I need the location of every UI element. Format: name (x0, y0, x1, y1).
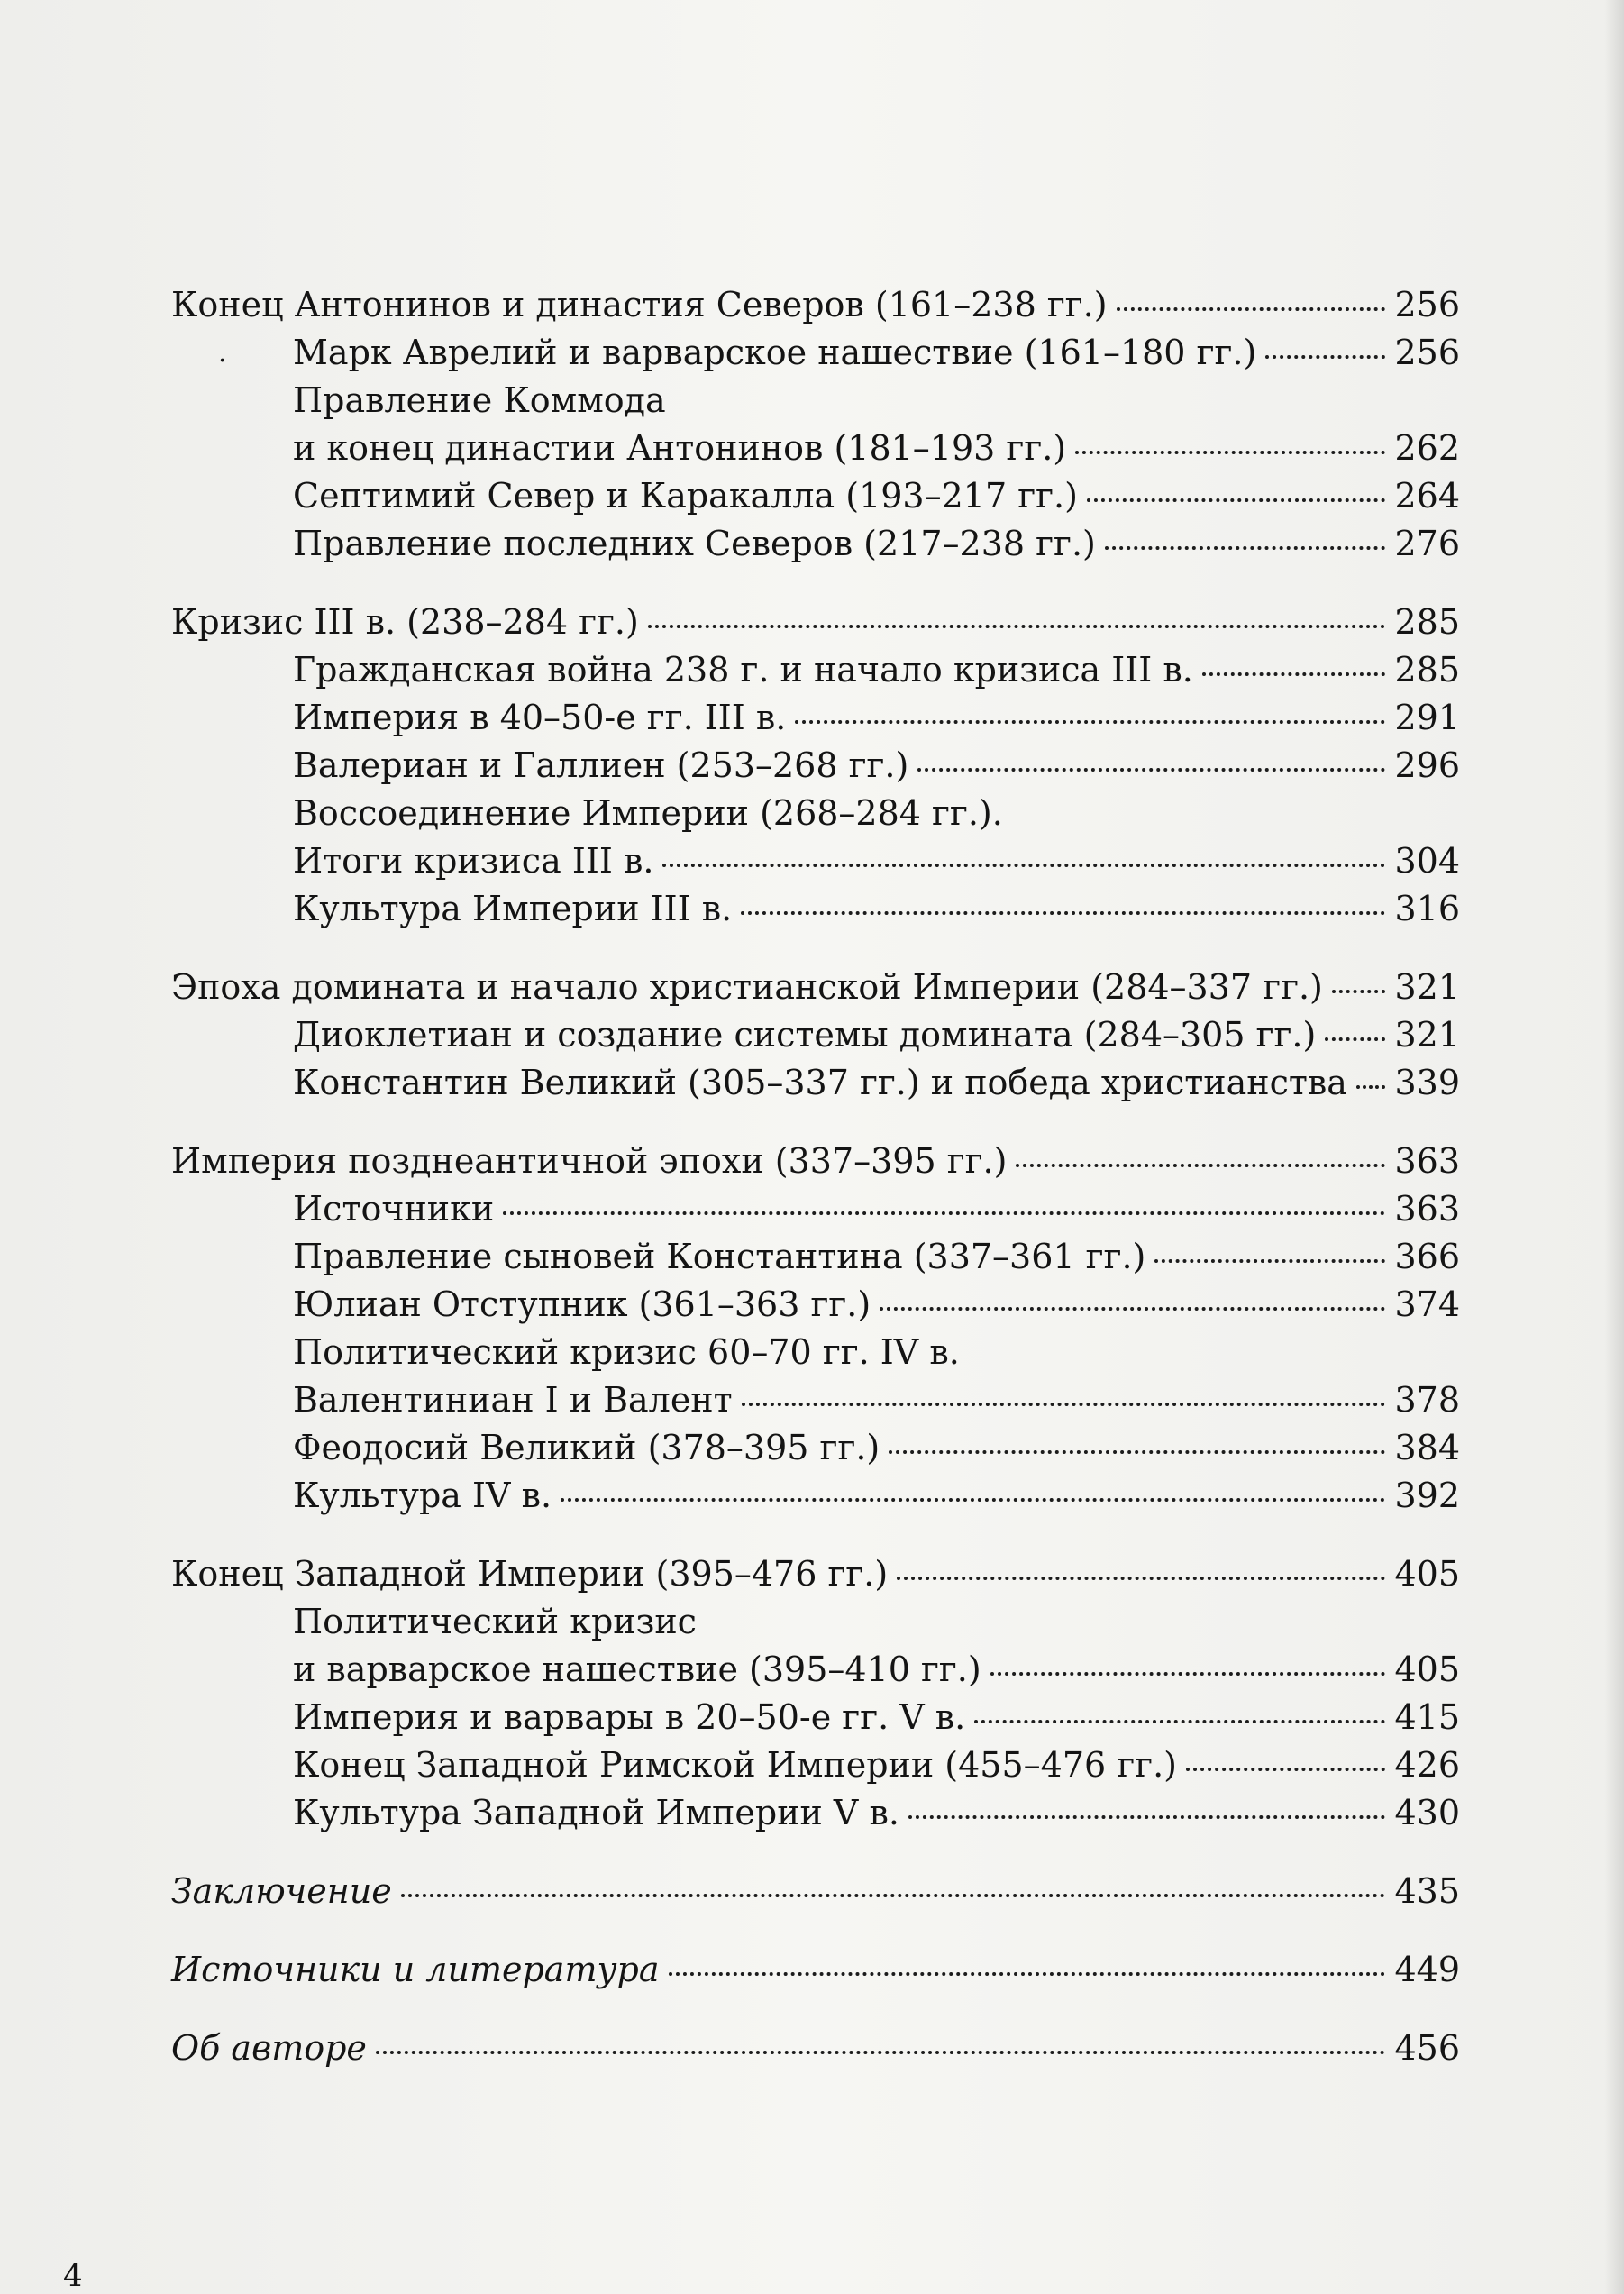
toc-entry-title: Политический кризис (293, 1602, 697, 1641)
toc-section-entry (171, 1329, 1460, 1376)
toc-chapter-entry (171, 1550, 1460, 1598)
toc-entry-title: Гражданская война 238 г. и начало кризиса III в. (293, 650, 1193, 690)
toc-entry-page: 405 (1394, 1554, 1460, 1594)
toc-entry-title: Валериан и Галлиен (253–268 гг.) (293, 745, 909, 785)
toc-dot-leader (990, 1672, 1386, 1676)
toc-entry-title: Культура Империи III в. (293, 889, 733, 928)
toc-section-entry (171, 885, 1460, 933)
toc-entry-title: Культура Западной Империи V в. (293, 1793, 899, 1832)
toc-dot-leader (1265, 355, 1385, 359)
toc-entry-title: Септимий Север и Каракалла (193–217 гг.) (293, 476, 1078, 516)
toc-entry-page: 285 (1394, 650, 1460, 690)
toc-section-entry (171, 1694, 1460, 1741)
toc-entry-page: 339 (1394, 1063, 1460, 1102)
toc-entry-page: 291 (1394, 698, 1460, 737)
toc-entry-page: 363 (1394, 1189, 1460, 1229)
toc-dot-leader (795, 720, 1385, 724)
toc-entry-title: Феодосий Великий (378–395 гг.) (293, 1428, 880, 1467)
toc-entry-title: Воссоединение Империи (268–284 гг.). (293, 793, 1003, 833)
toc-entry-title: Конец Антонинов и династия Северов (161–238 гг.) (171, 285, 1108, 324)
toc-entry-title: и конец династии Антонинов (181–193 гг.) (293, 428, 1067, 468)
toc-section-entry (171, 1281, 1460, 1329)
toc-entry-page: 426 (1394, 1745, 1460, 1785)
toc-dot-leader (1154, 1259, 1385, 1263)
toc-dot-leader (1332, 990, 1386, 993)
toc-dot-leader (503, 1211, 1385, 1215)
toc-entry-page: 378 (1394, 1380, 1460, 1420)
toc-entry-title: Конец Западной Римской Империи (455–476 гг.) (293, 1745, 1177, 1785)
toc-section-entry (171, 1011, 1460, 1059)
toc-dot-leader (1117, 307, 1386, 311)
toc-entry-page: 321 (1394, 1015, 1460, 1055)
toc-section-entry (171, 790, 1460, 837)
toc-entry-page: 435 (1394, 1871, 1460, 1911)
toc-section-entry (171, 646, 1460, 694)
toc-dot-leader (880, 1307, 1385, 1311)
toc-entry-page: 374 (1394, 1284, 1460, 1324)
toc-dot-leader (669, 1972, 1386, 1976)
toc-entry-title: Правление сыновей Константина (337–361 гг.) (293, 1237, 1146, 1276)
table-of-contents (171, 281, 1460, 2072)
toc-entry-page: 405 (1394, 1650, 1460, 1689)
toc-entry-title: Культура IV в. (293, 1476, 552, 1515)
toc-section-entry (171, 1789, 1460, 1837)
toc-chapter-entry (171, 281, 1460, 329)
toc-entry-title: Диоклетиан и создание системы домината (284–305 гг.) (293, 1015, 1317, 1055)
toc-entry-title: Заключение (171, 1871, 392, 1911)
toc-entry-title: Марк Аврелий и варварское нашествие (161–180 гг.) (293, 333, 1257, 372)
toc-entry-title: и варварское нашествие (395–410 гг.) (293, 1650, 981, 1689)
toc-dot-leader (897, 1577, 1385, 1580)
toc-section-entry (171, 1424, 1460, 1472)
toc-section-entry (171, 377, 1460, 425)
toc-entry-title: Империя в 40–50-е гг. III в. (293, 698, 787, 737)
toc-section-entry (171, 742, 1460, 790)
page-number: 4 (63, 2258, 83, 2294)
toc-dot-leader (376, 2051, 1386, 2054)
toc-entry-title: Конец Западной Империи (395–476 гг.) (171, 1554, 889, 1594)
toc-dot-leader (662, 864, 1385, 867)
toc-chapter-entry (171, 2024, 1460, 2072)
toc-section-entry (171, 329, 1460, 377)
toc-chapter-entry (171, 599, 1460, 646)
toc-entry-page: 449 (1394, 1950, 1460, 1989)
toc-entry-page: 262 (1394, 428, 1460, 468)
toc-dot-leader (908, 1815, 1386, 1819)
toc-section-entry (171, 1741, 1460, 1789)
toc-section-entry (171, 694, 1460, 742)
toc-dot-leader (1186, 1768, 1386, 1771)
toc-entry-title: Константин Великий (305–337 гг.) и победа христианства (293, 1063, 1347, 1102)
toc-dot-leader (917, 768, 1385, 772)
toc-entry-page: 256 (1394, 285, 1460, 324)
toc-entry-page: 256 (1394, 333, 1460, 372)
toc-entry-page: 285 (1394, 602, 1460, 642)
toc-dot-leader (1105, 546, 1386, 550)
toc-entry-page: 304 (1394, 841, 1460, 881)
toc-entry-title: Источники и литература (171, 1950, 660, 1989)
toc-entry-title: Кризис III в. (238–284 гг.) (171, 602, 639, 642)
toc-entry-title: Итоги кризиса III в. (293, 841, 654, 881)
toc-dot-leader (1075, 451, 1385, 454)
toc-entry-title: Валентиниан I и Валент (293, 1380, 733, 1420)
toc-entry-title: Эпоха домината и начало христианской Империи (284–337 гг.) (171, 967, 1323, 1007)
toc-entry-page: 316 (1394, 889, 1460, 928)
toc-section-entry (171, 1376, 1460, 1424)
toc-entry-page: 276 (1394, 524, 1460, 563)
toc-chapter-entry (171, 1946, 1460, 1994)
toc-section-entry (171, 1233, 1460, 1281)
toc-entry-title: Источники (293, 1189, 495, 1229)
toc-entry-page: 392 (1394, 1476, 1460, 1515)
toc-section-entry (171, 425, 1460, 472)
toc-section-entry (171, 837, 1460, 885)
toc-entry-title: Политический кризис 60–70 гг. IV в. (293, 1332, 960, 1372)
toc-chapter-entry (171, 964, 1460, 1011)
toc-section-entry (171, 520, 1460, 568)
toc-dot-leader (974, 1720, 1385, 1723)
toc-entry-page: 366 (1394, 1237, 1460, 1276)
toc-entry-page: 363 (1394, 1141, 1460, 1181)
toc-dot-leader (561, 1498, 1385, 1502)
toc-entry-title: Об авторе (171, 2028, 367, 2068)
toc-entry-title: Правление Коммода (293, 380, 666, 420)
toc-section-entry (171, 1646, 1460, 1694)
stray-dot-mark: . (218, 337, 227, 369)
toc-section-entry (171, 1472, 1460, 1520)
toc-entry-page: 384 (1394, 1428, 1460, 1467)
toc-entry-title: Юлиан Отступник (361–363 гг.) (293, 1284, 871, 1324)
toc-chapter-entry (171, 1868, 1460, 1915)
toc-section-entry (171, 472, 1460, 520)
toc-dot-leader (741, 911, 1385, 915)
toc-entry-title: Империя и варвары в 20–50-е гг. V в. (293, 1697, 966, 1737)
toc-dot-leader (742, 1403, 1386, 1406)
toc-dot-leader (1087, 498, 1386, 502)
toc-entry-title: Империя позднеантичной эпохи (337–395 гг.) (171, 1141, 1008, 1181)
toc-dot-leader (1325, 1037, 1385, 1041)
toc-entry-page: 456 (1394, 2028, 1460, 2068)
toc-entry-page: 296 (1394, 745, 1460, 785)
toc-entry-page: 321 (1394, 967, 1460, 1007)
page-edge-shadow (1604, 0, 1624, 2294)
toc-dot-leader (1202, 672, 1386, 676)
toc-entry-title: Правление последних Северов (217–238 гг.) (293, 524, 1096, 563)
toc-dot-leader (648, 625, 1386, 628)
toc-dot-leader (1016, 1164, 1385, 1167)
toc-entry-page: 430 (1394, 1793, 1460, 1832)
toc-section-entry (171, 1185, 1460, 1233)
toc-dot-leader (401, 1894, 1386, 1897)
toc-chapter-entry (171, 1138, 1460, 1185)
toc-dot-leader (1356, 1085, 1386, 1089)
toc-section-entry (171, 1059, 1460, 1107)
toc-entry-page: 415 (1394, 1697, 1460, 1737)
toc-dot-leader (889, 1450, 1385, 1454)
toc-section-entry (171, 1598, 1460, 1646)
toc-entry-page: 264 (1394, 476, 1460, 516)
